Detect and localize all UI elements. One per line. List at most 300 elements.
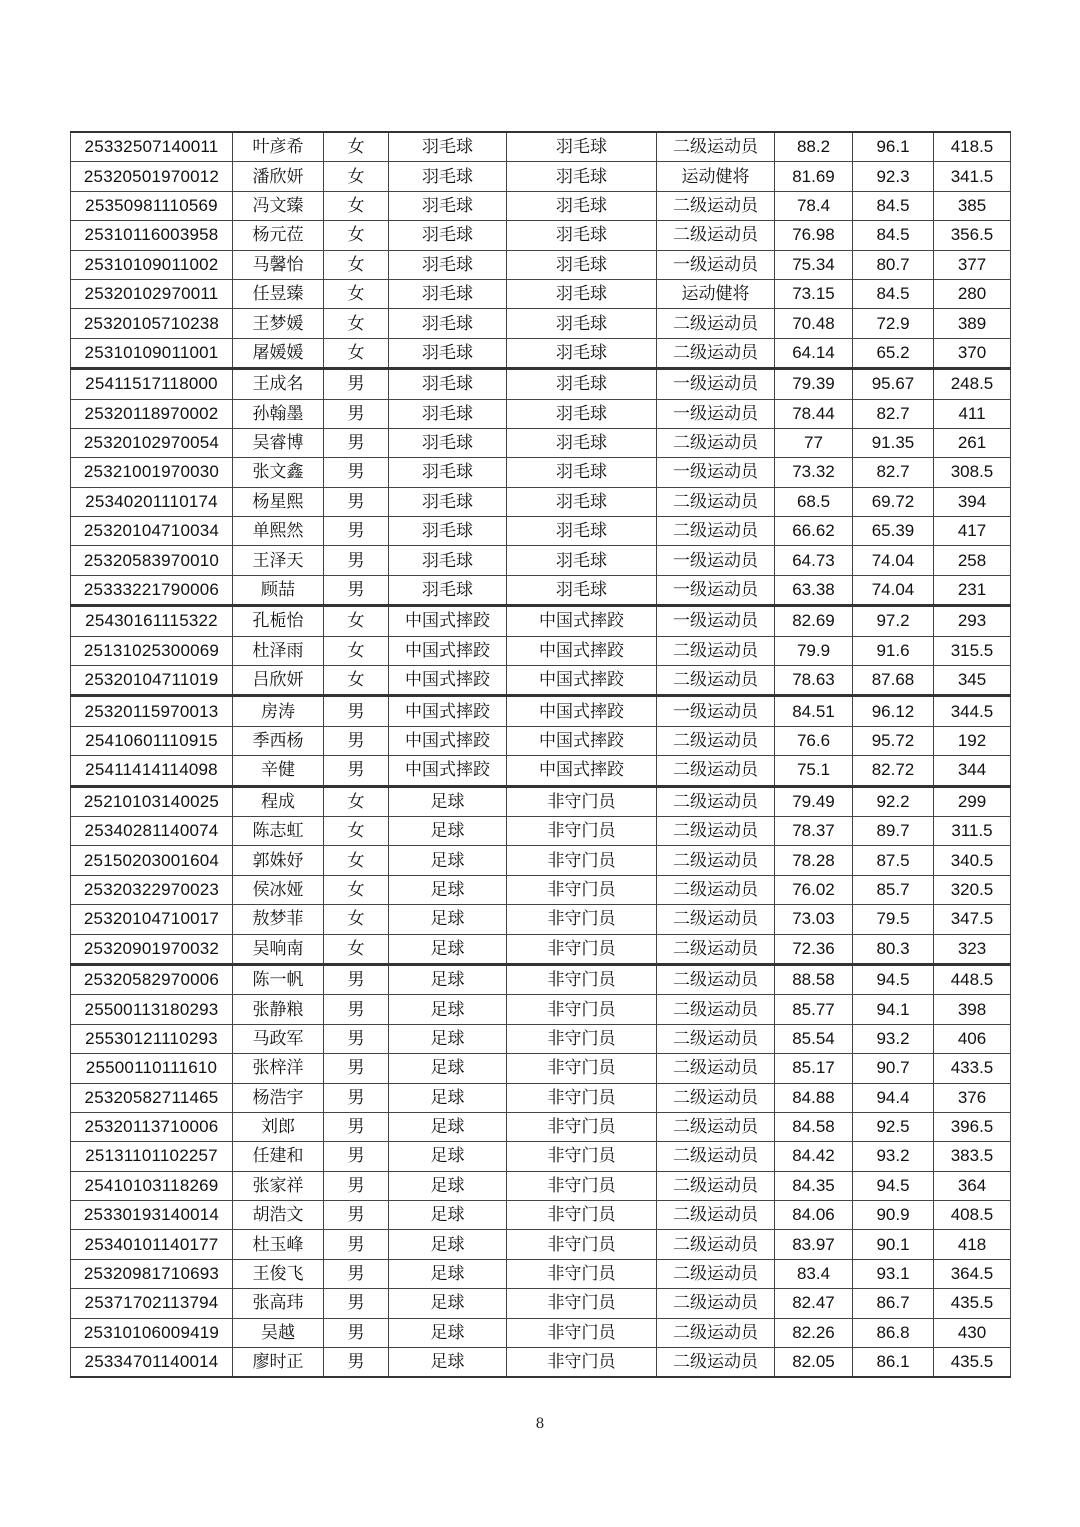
score-3-cell: 192 [934, 726, 1011, 755]
score-2-cell: 65.2 [853, 338, 934, 368]
event-cell: 非守门员 [507, 816, 657, 845]
athlete-name-cell: 胡浩文 [233, 1201, 324, 1230]
score-2-cell: 84.5 [853, 191, 934, 220]
sport-cell: 足球 [389, 816, 507, 845]
score-1-cell: 75.1 [775, 756, 853, 786]
score-2-cell: 90.9 [853, 1201, 934, 1230]
table-row [71, 1289, 1011, 1318]
score-3-cell: 448.5 [934, 964, 1011, 994]
table-row [71, 1142, 1011, 1171]
score-2-cell: 94.5 [853, 964, 934, 994]
score-3-cell: 364.5 [934, 1259, 1011, 1288]
athlete-name-cell: 叶彦希 [233, 132, 324, 162]
table-row [71, 636, 1011, 665]
score-2-cell: 82.72 [853, 756, 934, 786]
sport-cell: 中国式摔跤 [389, 636, 507, 665]
table-row [71, 666, 1011, 696]
athlete-name-cell: 杨浩宇 [233, 1083, 324, 1112]
score-3-cell: 320.5 [934, 875, 1011, 904]
athlete-level-cell: 二级运动员 [657, 666, 775, 696]
athlete-id-cell: 25334701140014 [71, 1348, 233, 1378]
athlete-name-cell: 单熙然 [233, 517, 324, 546]
gender-cell: 女 [324, 875, 389, 904]
score-3-cell: 418 [934, 1230, 1011, 1259]
score-1-cell: 64.14 [775, 338, 853, 368]
score-3-cell: 311.5 [934, 816, 1011, 845]
score-2-cell: 80.3 [853, 934, 934, 964]
athlete-level-cell: 二级运动员 [657, 875, 775, 904]
sport-cell: 足球 [389, 1054, 507, 1083]
table-row [71, 487, 1011, 516]
score-1-cell: 73.32 [775, 458, 853, 487]
score-1-cell: 85.54 [775, 1024, 853, 1053]
score-2-cell: 97.2 [853, 606, 934, 636]
athlete-id-cell: 25131025300069 [71, 636, 233, 665]
athlete-level-cell: 二级运动员 [657, 1054, 775, 1083]
event-cell: 羽毛球 [507, 279, 657, 308]
athlete-level-cell: 二级运动员 [657, 1083, 775, 1112]
athlete-id-cell: 25320102970011 [71, 279, 233, 308]
score-2-cell: 96.12 [853, 696, 934, 726]
sport-cell: 足球 [389, 1348, 507, 1378]
athlete-level-cell: 二级运动员 [657, 964, 775, 994]
sport-cell: 足球 [389, 1230, 507, 1259]
sport-cell: 羽毛球 [389, 487, 507, 516]
score-3-cell: 340.5 [934, 846, 1011, 875]
table-row [71, 338, 1011, 368]
athlete-name-cell: 张家祥 [233, 1171, 324, 1200]
gender-cell: 女 [324, 816, 389, 845]
score-1-cell: 68.5 [775, 487, 853, 516]
gender-cell: 女 [324, 786, 389, 816]
gender-cell: 女 [324, 162, 389, 191]
gender-cell: 男 [324, 1289, 389, 1318]
table-row [71, 546, 1011, 575]
gender-cell: 女 [324, 309, 389, 338]
gender-cell: 女 [324, 636, 389, 665]
athlete-level-cell: 二级运动员 [657, 309, 775, 338]
event-cell: 非守门员 [507, 1259, 657, 1288]
athlete-id-cell: 25150203001604 [71, 846, 233, 875]
sport-cell: 羽毛球 [389, 546, 507, 575]
score-1-cell: 70.48 [775, 309, 853, 338]
table-row [71, 369, 1011, 399]
score-3-cell: 293 [934, 606, 1011, 636]
score-1-cell: 88.2 [775, 132, 853, 162]
gender-cell: 男 [324, 546, 389, 575]
athlete-name-cell: 张梓洋 [233, 1054, 324, 1083]
athlete-name-cell: 敖梦菲 [233, 905, 324, 934]
score-2-cell: 86.1 [853, 1348, 934, 1378]
event-cell: 非守门员 [507, 1112, 657, 1141]
athlete-id-cell: 25340281140074 [71, 816, 233, 845]
gender-cell: 女 [324, 934, 389, 964]
table-row [71, 517, 1011, 546]
score-1-cell: 83.4 [775, 1259, 853, 1288]
table-row [71, 1054, 1011, 1083]
athlete-id-cell: 25333221790006 [71, 575, 233, 605]
score-2-cell: 93.2 [853, 1024, 934, 1053]
score-2-cell: 94.5 [853, 1171, 934, 1200]
event-cell: 中国式摔跤 [507, 666, 657, 696]
score-2-cell: 94.1 [853, 995, 934, 1024]
athlete-level-cell: 一级运动员 [657, 696, 775, 726]
athlete-name-cell: 陈一帆 [233, 964, 324, 994]
athlete-id-cell: 25310116003958 [71, 221, 233, 250]
sport-cell: 中国式摔跤 [389, 756, 507, 786]
event-cell: 羽毛球 [507, 191, 657, 220]
athlete-id-cell: 25310106009419 [71, 1318, 233, 1347]
event-cell: 羽毛球 [507, 458, 657, 487]
gender-cell: 女 [324, 666, 389, 696]
athlete-name-cell: 季西杨 [233, 726, 324, 755]
score-1-cell: 84.58 [775, 1112, 853, 1141]
sport-cell: 足球 [389, 786, 507, 816]
athlete-id-cell: 25320104710017 [71, 905, 233, 934]
sport-cell: 羽毛球 [389, 517, 507, 546]
score-2-cell: 94.4 [853, 1083, 934, 1112]
event-cell: 非守门员 [507, 1142, 657, 1171]
score-2-cell: 72.9 [853, 309, 934, 338]
score-3-cell: 280 [934, 279, 1011, 308]
athlete-id-cell: 25320104710034 [71, 517, 233, 546]
score-2-cell: 79.5 [853, 905, 934, 934]
score-2-cell: 92.3 [853, 162, 934, 191]
athlete-id-cell: 25430161115322 [71, 606, 233, 636]
athlete-id-cell: 25411517118000 [71, 369, 233, 399]
athlete-name-cell: 王成名 [233, 369, 324, 399]
score-2-cell: 74.04 [853, 575, 934, 605]
event-cell: 非守门员 [507, 875, 657, 904]
sport-cell: 羽毛球 [389, 575, 507, 605]
sport-cell: 足球 [389, 964, 507, 994]
score-3-cell: 344 [934, 756, 1011, 786]
athlete-id-cell: 25320102970054 [71, 428, 233, 457]
score-1-cell: 77 [775, 428, 853, 457]
athlete-level-cell: 二级运动员 [657, 1318, 775, 1347]
athlete-name-cell: 任建和 [233, 1142, 324, 1171]
score-1-cell: 78.28 [775, 846, 853, 875]
score-3-cell: 364 [934, 1171, 1011, 1200]
score-2-cell: 69.72 [853, 487, 934, 516]
score-2-cell: 82.7 [853, 399, 934, 428]
score-1-cell: 84.35 [775, 1171, 853, 1200]
athlete-id-cell: 25320118970002 [71, 399, 233, 428]
score-3-cell: 347.5 [934, 905, 1011, 934]
athlete-level-cell: 一级运动员 [657, 399, 775, 428]
athlete-name-cell: 顾喆 [233, 575, 324, 605]
score-2-cell: 84.5 [853, 279, 934, 308]
sport-cell: 羽毛球 [389, 338, 507, 368]
score-3-cell: 398 [934, 995, 1011, 1024]
athlete-name-cell: 辛健 [233, 756, 324, 786]
score-3-cell: 299 [934, 786, 1011, 816]
athlete-name-cell: 王梦媛 [233, 309, 324, 338]
score-3-cell: 435.5 [934, 1348, 1011, 1378]
score-3-cell: 385 [934, 191, 1011, 220]
score-1-cell: 64.73 [775, 546, 853, 575]
athlete-name-cell: 房涛 [233, 696, 324, 726]
athlete-id-cell: 25500110111610 [71, 1054, 233, 1083]
sport-cell: 羽毛球 [389, 279, 507, 308]
event-cell: 非守门员 [507, 786, 657, 816]
score-2-cell: 89.7 [853, 816, 934, 845]
score-2-cell: 91.35 [853, 428, 934, 457]
gender-cell: 男 [324, 995, 389, 1024]
athlete-level-cell: 二级运动员 [657, 905, 775, 934]
score-1-cell: 81.69 [775, 162, 853, 191]
athlete-id-cell: 25310109011001 [71, 338, 233, 368]
gender-cell: 女 [324, 250, 389, 279]
athlete-level-cell: 运动健将 [657, 162, 775, 191]
table-row [71, 934, 1011, 964]
gender-cell: 男 [324, 428, 389, 457]
score-1-cell: 63.38 [775, 575, 853, 605]
table-row [71, 132, 1011, 162]
table-row [71, 964, 1011, 994]
score-3-cell: 394 [934, 487, 1011, 516]
sport-cell: 足球 [389, 1024, 507, 1053]
sport-cell: 羽毛球 [389, 221, 507, 250]
sport-cell: 羽毛球 [389, 399, 507, 428]
score-1-cell: 75.34 [775, 250, 853, 279]
athlete-name-cell: 孙翰墨 [233, 399, 324, 428]
table-row [71, 606, 1011, 636]
athlete-name-cell: 廖时正 [233, 1348, 324, 1378]
athlete-name-cell: 杜泽雨 [233, 636, 324, 665]
score-3-cell: 430 [934, 1318, 1011, 1347]
athlete-level-cell: 二级运动员 [657, 191, 775, 220]
gender-cell: 男 [324, 1259, 389, 1288]
score-1-cell: 72.36 [775, 934, 853, 964]
athlete-level-cell: 二级运动员 [657, 1230, 775, 1259]
gender-cell: 女 [324, 221, 389, 250]
athlete-id-cell: 25320115970013 [71, 696, 233, 726]
athlete-name-cell: 吕欣妍 [233, 666, 324, 696]
table-row [71, 162, 1011, 191]
sport-cell: 羽毛球 [389, 309, 507, 338]
event-cell: 羽毛球 [507, 428, 657, 457]
athlete-id-cell: 25310109011002 [71, 250, 233, 279]
score-1-cell: 73.03 [775, 905, 853, 934]
athlete-level-cell: 二级运动员 [657, 1171, 775, 1200]
athlete-name-cell: 张静粮 [233, 995, 324, 1024]
athlete-level-cell: 二级运动员 [657, 1024, 775, 1053]
sport-cell: 足球 [389, 1201, 507, 1230]
athlete-table-body [71, 132, 1011, 1377]
event-cell: 羽毛球 [507, 517, 657, 546]
athlete-id-cell: 25340201110174 [71, 487, 233, 516]
score-3-cell: 433.5 [934, 1054, 1011, 1083]
table-row [71, 786, 1011, 816]
score-2-cell: 74.04 [853, 546, 934, 575]
score-2-cell: 85.7 [853, 875, 934, 904]
athlete-level-cell: 一级运动员 [657, 546, 775, 575]
score-1-cell: 78.44 [775, 399, 853, 428]
table-row [71, 1230, 1011, 1259]
score-2-cell: 96.1 [853, 132, 934, 162]
score-3-cell: 418.5 [934, 132, 1011, 162]
athlete-name-cell: 马馨怡 [233, 250, 324, 279]
athlete-id-cell: 25320322970023 [71, 875, 233, 904]
table-row [71, 1083, 1011, 1112]
score-1-cell: 83.97 [775, 1230, 853, 1259]
score-3-cell: 231 [934, 575, 1011, 605]
athlete-name-cell: 潘欣妍 [233, 162, 324, 191]
athlete-id-cell: 25210103140025 [71, 786, 233, 816]
event-cell: 非守门员 [507, 1024, 657, 1053]
score-1-cell: 79.9 [775, 636, 853, 665]
table-row [71, 726, 1011, 755]
event-cell: 羽毛球 [507, 250, 657, 279]
athlete-name-cell: 杨星熙 [233, 487, 324, 516]
table-row [71, 696, 1011, 726]
sport-cell: 中国式摔跤 [389, 606, 507, 636]
athlete-id-cell: 25320582970006 [71, 964, 233, 994]
sport-cell: 足球 [389, 875, 507, 904]
athlete-level-cell: 一级运动员 [657, 575, 775, 605]
score-1-cell: 76.98 [775, 221, 853, 250]
event-cell: 非守门员 [507, 964, 657, 994]
sport-cell: 足球 [389, 1289, 507, 1318]
score-2-cell: 86.8 [853, 1318, 934, 1347]
score-2-cell: 90.1 [853, 1230, 934, 1259]
score-2-cell: 95.67 [853, 369, 934, 399]
table-row [71, 875, 1011, 904]
athlete-level-cell: 二级运动员 [657, 1142, 775, 1171]
athlete-level-cell: 一级运动员 [657, 606, 775, 636]
score-3-cell: 315.5 [934, 636, 1011, 665]
gender-cell: 女 [324, 132, 389, 162]
score-1-cell: 78.37 [775, 816, 853, 845]
score-3-cell: 396.5 [934, 1112, 1011, 1141]
event-cell: 羽毛球 [507, 221, 657, 250]
athlete-level-cell: 一级运动员 [657, 458, 775, 487]
gender-cell: 男 [324, 1083, 389, 1112]
sport-cell: 中国式摔跤 [389, 666, 507, 696]
athlete-level-cell: 二级运动员 [657, 338, 775, 368]
event-cell: 非守门员 [507, 1171, 657, 1200]
table-row [71, 1171, 1011, 1200]
gender-cell: 男 [324, 369, 389, 399]
score-3-cell: 411 [934, 399, 1011, 428]
score-3-cell: 370 [934, 338, 1011, 368]
athlete-name-cell: 冯文臻 [233, 191, 324, 220]
athlete-name-cell: 陈志虹 [233, 816, 324, 845]
athlete-name-cell: 张高玮 [233, 1289, 324, 1318]
event-cell: 中国式摔跤 [507, 756, 657, 786]
athlete-level-cell: 运动健将 [657, 279, 775, 308]
gender-cell: 男 [324, 575, 389, 605]
athlete-id-cell: 25320981710693 [71, 1259, 233, 1288]
table-row [71, 1259, 1011, 1288]
athlete-name-cell: 吴越 [233, 1318, 324, 1347]
table-row [71, 905, 1011, 934]
athlete-level-cell: 二级运动员 [657, 1201, 775, 1230]
sport-cell: 羽毛球 [389, 428, 507, 457]
score-1-cell: 73.15 [775, 279, 853, 308]
score-1-cell: 84.88 [775, 1083, 853, 1112]
score-2-cell: 87.5 [853, 846, 934, 875]
sport-cell: 足球 [389, 1171, 507, 1200]
athlete-name-cell: 王泽天 [233, 546, 324, 575]
score-1-cell: 78.4 [775, 191, 853, 220]
gender-cell: 女 [324, 846, 389, 875]
score-2-cell: 91.6 [853, 636, 934, 665]
gender-cell: 男 [324, 964, 389, 994]
event-cell: 非守门员 [507, 1201, 657, 1230]
gender-cell: 男 [324, 696, 389, 726]
table-row [71, 575, 1011, 605]
sport-cell: 羽毛球 [389, 162, 507, 191]
score-2-cell: 82.7 [853, 458, 934, 487]
sport-cell: 足球 [389, 1142, 507, 1171]
athlete-level-cell: 二级运动员 [657, 756, 775, 786]
event-cell: 非守门员 [507, 995, 657, 1024]
score-3-cell: 435.5 [934, 1289, 1011, 1318]
sport-cell: 羽毛球 [389, 458, 507, 487]
event-cell: 非守门员 [507, 1083, 657, 1112]
athlete-level-cell: 二级运动员 [657, 934, 775, 964]
gender-cell: 女 [324, 606, 389, 636]
score-2-cell: 93.2 [853, 1142, 934, 1171]
score-1-cell: 79.49 [775, 786, 853, 816]
event-cell: 羽毛球 [507, 546, 657, 575]
gender-cell: 女 [324, 279, 389, 308]
score-3-cell: 345 [934, 666, 1011, 696]
score-3-cell: 323 [934, 934, 1011, 964]
score-1-cell: 76.02 [775, 875, 853, 904]
athlete-level-cell: 二级运动员 [657, 517, 775, 546]
score-3-cell: 258 [934, 546, 1011, 575]
event-cell: 非守门员 [507, 934, 657, 964]
table-row [71, 458, 1011, 487]
sport-cell: 羽毛球 [389, 132, 507, 162]
athlete-name-cell: 屠媛媛 [233, 338, 324, 368]
athlete-name-cell: 程成 [233, 786, 324, 816]
score-1-cell: 84.42 [775, 1142, 853, 1171]
score-2-cell: 86.7 [853, 1289, 934, 1318]
event-cell: 羽毛球 [507, 132, 657, 162]
athlete-level-cell: 二级运动员 [657, 995, 775, 1024]
athlete-name-cell: 杨元莅 [233, 221, 324, 250]
athlete-name-cell: 任昱臻 [233, 279, 324, 308]
athlete-id-cell: 25500113180293 [71, 995, 233, 1024]
score-1-cell: 85.77 [775, 995, 853, 1024]
gender-cell: 男 [324, 1142, 389, 1171]
score-1-cell: 84.51 [775, 696, 853, 726]
athlete-id-cell: 25410601110915 [71, 726, 233, 755]
score-1-cell: 78.63 [775, 666, 853, 696]
sport-cell: 羽毛球 [389, 369, 507, 399]
score-2-cell: 80.7 [853, 250, 934, 279]
athlete-level-cell: 二级运动员 [657, 1112, 775, 1141]
score-1-cell: 88.58 [775, 964, 853, 994]
table-row [71, 279, 1011, 308]
event-cell: 羽毛球 [507, 162, 657, 191]
athlete-level-cell: 二级运动员 [657, 636, 775, 665]
page-number: 8 [535, 1416, 545, 1432]
table-row [71, 428, 1011, 457]
score-3-cell: 261 [934, 428, 1011, 457]
table-row [71, 250, 1011, 279]
sport-cell: 足球 [389, 1112, 507, 1141]
score-1-cell: 82.05 [775, 1348, 853, 1378]
gender-cell: 男 [324, 1024, 389, 1053]
athlete-level-cell: 二级运动员 [657, 786, 775, 816]
event-cell: 羽毛球 [507, 338, 657, 368]
score-1-cell: 76.6 [775, 726, 853, 755]
